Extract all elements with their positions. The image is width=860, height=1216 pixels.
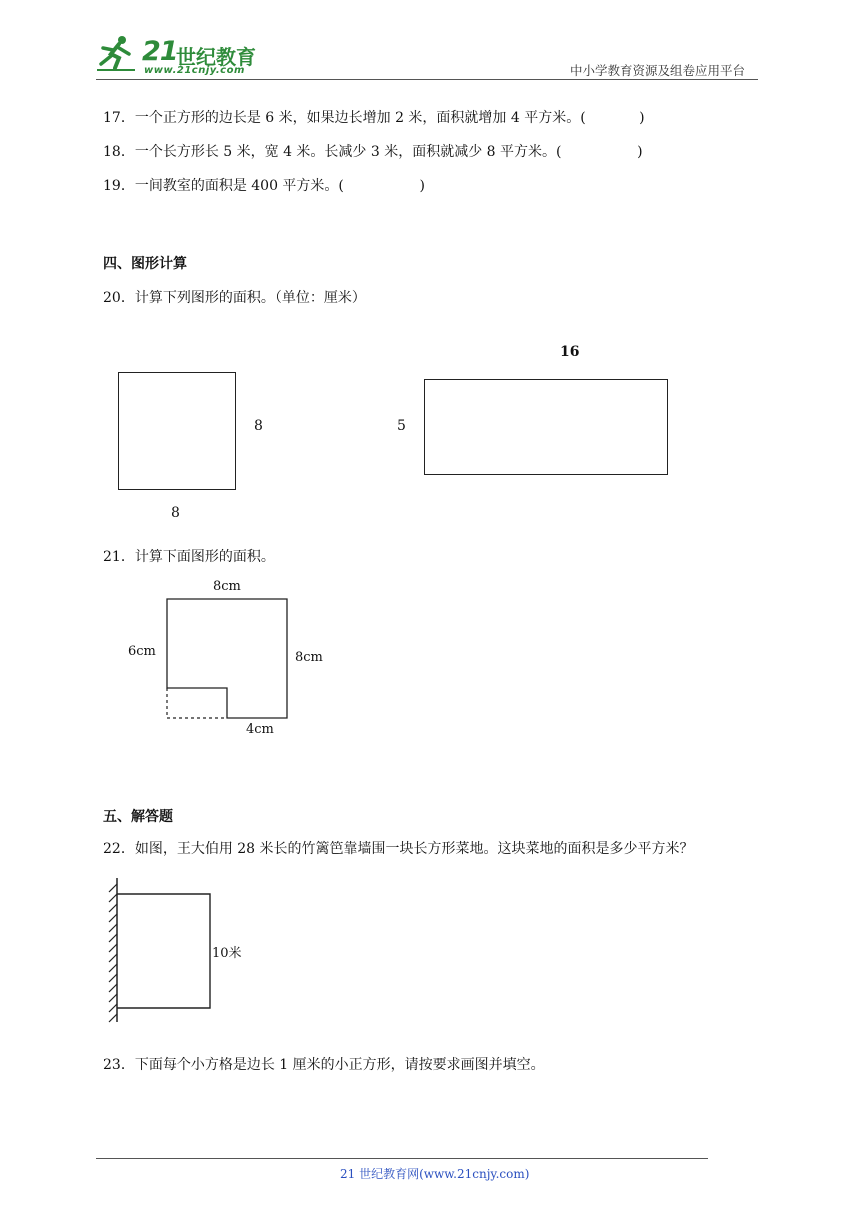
question-22: 22．如图，王大伯用 28 米长的竹篱笆靠墙围一块长方形菜地。这块菜地的面积是多少平方米？ xyxy=(103,841,694,857)
logo-url: www.21cnjy.com xyxy=(144,65,245,76)
section-title-4: 四、图形计算 xyxy=(103,256,187,272)
runner-logo-icon xyxy=(95,34,139,74)
l-shape-bottom-label: 4cm xyxy=(246,722,274,737)
l-shape-left-label: 6cm xyxy=(128,644,156,659)
question-17: 17．一个正方形的边长是 6 米，如果边长增加 2 米，面积就增加 4 平方米。( ) xyxy=(103,110,645,126)
question-18: 18．一个长方形长 5 米，宽 4 米。长减少 3 米，面积就减少 8 平方米。( ) xyxy=(103,144,643,160)
question-21: 21．计算下面图形的面积。 xyxy=(103,549,275,565)
logo-number: 21 xyxy=(142,36,178,67)
rect-width-label: 5 xyxy=(397,418,406,434)
square-figure xyxy=(118,372,236,490)
l-shape-top-label: 8cm xyxy=(213,579,241,594)
rectangle-figure xyxy=(424,379,668,475)
header-platform-text: 中小学教育资源及组卷应用平台 xyxy=(570,63,746,78)
square-side-label-bottom: 8 xyxy=(171,505,180,521)
vegetable-plot-figure xyxy=(104,874,224,1026)
question-20: 20．计算下列图形的面积。（单位：厘米） xyxy=(103,290,366,306)
header-divider xyxy=(96,79,758,80)
footer-divider xyxy=(96,1158,708,1159)
square-side-label-right: 8 xyxy=(254,418,263,434)
l-shape-right-label: 8cm xyxy=(295,650,323,665)
section-title-5: 五、解答题 xyxy=(103,809,173,825)
plot-side-label: 10米 xyxy=(212,946,242,961)
footer-text: 21 世纪教育网(www.21cnjy.com) xyxy=(340,1167,530,1181)
question-23: 23．下面每个小方格是边长 1 厘米的小正方形，请按要求画图并填空。 xyxy=(103,1057,545,1073)
logo-name: 世纪教育 xyxy=(176,45,256,69)
question-19: 19．一间教室的面积是 400 平方米。( ) xyxy=(103,178,426,194)
rect-length-label: 16 xyxy=(560,344,580,360)
header xyxy=(0,0,860,80)
